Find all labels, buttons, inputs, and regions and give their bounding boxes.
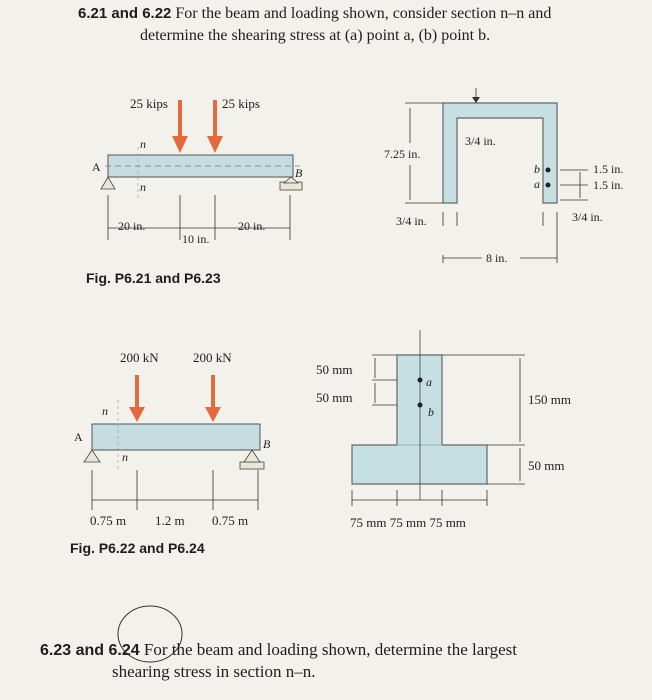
fig2-load1-label: 200 kN [120, 350, 159, 365]
fig2-load2-label: 200 kN [193, 350, 232, 365]
fig1-dim3-label: 20 in. [238, 219, 266, 233]
problem-text-line1: For the beam and loading shown, consider section n–n and [175, 5, 552, 22]
load-arrow-3 [135, 375, 139, 409]
fig2-support-b-label: B [263, 437, 271, 451]
fig1-section-bottom-label: n [140, 180, 146, 194]
fig1-dim2-label: 10 in. [182, 232, 210, 246]
fig1-support-b-label: B [295, 166, 303, 180]
section2-point-a-label: a [426, 375, 432, 389]
section1-height-label: 7.25 in. [384, 147, 421, 161]
problem-6-23-statement [40, 640, 650, 661]
section1-flange-thickness-label: 3/4 in. [465, 134, 496, 148]
section1-dim-b-label: 1.5 in. [593, 162, 624, 176]
fig2-section-bottom-label: n [122, 450, 128, 464]
problem-number: 6.21 and 6.22 [78, 5, 172, 22]
pin-support-a [101, 177, 115, 189]
point-a-marker [546, 183, 551, 188]
section2-widths-label: 75 mm 75 mm 75 mm [350, 515, 466, 530]
fig2-section-top-label: n [102, 404, 108, 418]
fig1-load1-label: 25 kips [130, 96, 168, 111]
point-b-marker [546, 168, 551, 173]
problem-text-line2: determine the shearing stress at (a) point a, (b) point b. [140, 27, 491, 44]
fig1-dim1-label: 20 in. [118, 219, 146, 233]
section1-web-left-label: 3/4 in. [396, 214, 427, 228]
problem2-text-line2: shearing stress in section n–n. [112, 662, 316, 681]
problem-6-23-statement-line2 [112, 662, 632, 682]
fig1-caption: Fig. P6.21 and P6.23 [86, 270, 221, 286]
pin-support-a2 [84, 450, 100, 462]
tee-section [352, 355, 487, 484]
section2-flange-label: 50 mm [528, 458, 565, 473]
fig2-dim3-label: 0.75 m [212, 513, 249, 528]
section1-point-b-label: b [534, 162, 540, 176]
problem-number-2: 6.23 and 6.24 [40, 642, 140, 659]
fig2-support-a-label: A [74, 430, 83, 444]
section2-point-b-label: b [428, 405, 434, 419]
fig2-caption: Fig. P6.22 and P6.24 [70, 540, 205, 556]
fig2-dim1-label: 0.75 m [90, 513, 127, 528]
load-arrow-1 [178, 100, 182, 138]
point-a2-marker [418, 378, 423, 383]
fig1-load2-label: 25 kips [222, 96, 260, 111]
fig2-dim2-label: 1.2 m [155, 513, 185, 528]
fig1-section-top-label: n [140, 137, 146, 151]
section1-width-label: 8 in. [486, 251, 508, 265]
load-arrow-4 [211, 375, 215, 409]
section2-dim-top2-label: 50 mm [316, 390, 353, 405]
section2-height-label: 150 mm [528, 392, 571, 407]
fig1-support-a-label: A [92, 160, 101, 174]
roller-support-b2 [240, 462, 264, 469]
load-arrow-2 [213, 100, 217, 138]
problem2-text-line1: For the beam and loading shown, determine the largest [143, 640, 517, 659]
point-b2-marker [418, 403, 423, 408]
section1-web-right-label: 3/4 in. [572, 210, 603, 224]
beam-2 [92, 424, 260, 450]
section2-dim-top1-label: 50 mm [316, 362, 353, 377]
section1-point-a-label: a [534, 177, 540, 191]
section1-dim-a-label: 1.5 in. [593, 178, 624, 192]
